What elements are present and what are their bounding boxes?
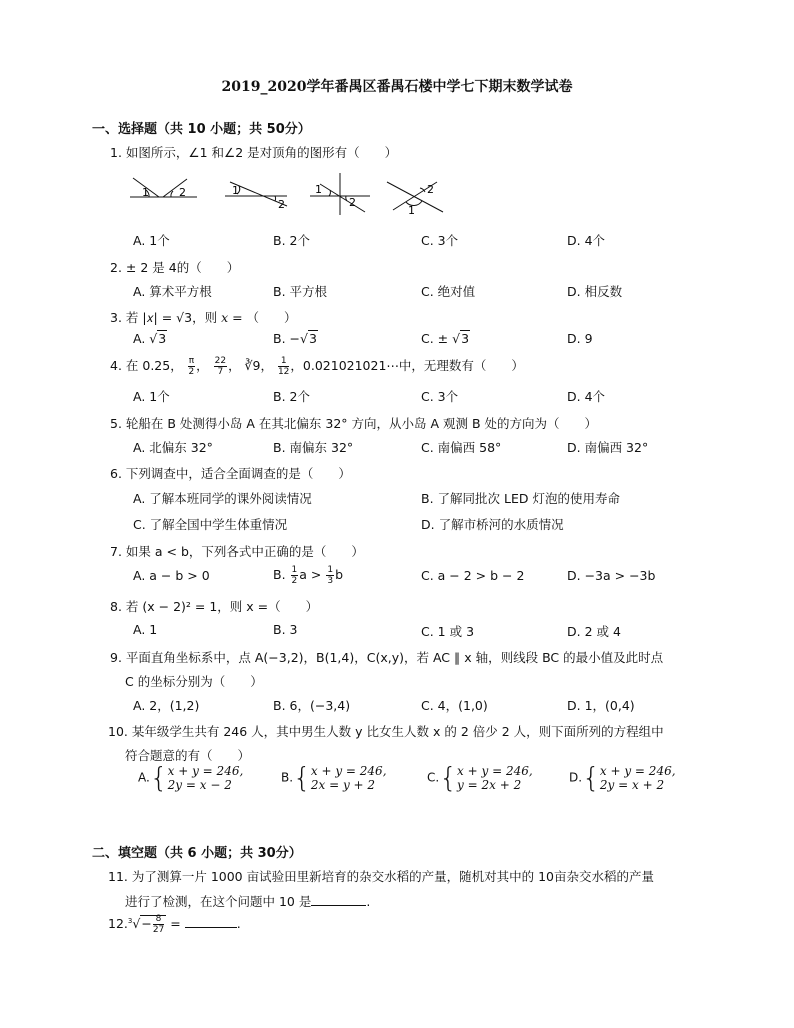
q6-option-c[interactable]: C. 了解全国中学生体重情况 bbox=[133, 517, 288, 532]
fig-label-1: 1 bbox=[142, 186, 149, 199]
svg-text:1: 1 bbox=[408, 204, 415, 217]
q10-option-b[interactable]: B.{x + y = 246, 2x = y + 2 bbox=[281, 761, 387, 794]
q10-option-d[interactable]: D.{x + y = 246, 2y = x + 2 bbox=[569, 761, 676, 794]
paper-title: 2019_2020学年番禺区番禺石楼中学七下期末数学试卷 bbox=[221, 79, 573, 95]
q4-option-b[interactable]: B. 2个 bbox=[273, 389, 310, 404]
q3-option-c[interactable]: C. ± √3 bbox=[421, 331, 470, 346]
q7-option-a[interactable]: A. a − b > 0 bbox=[133, 568, 210, 583]
q4-option-a[interactable]: A. 1个 bbox=[133, 389, 170, 404]
figure-d bbox=[387, 182, 443, 212]
q5-option-c[interactable]: C. 南偏西 58° bbox=[421, 440, 502, 455]
q9-option-b[interactable]: B. 6，(−3,4) bbox=[273, 698, 351, 713]
question-4: 4. 在 0.25， $\frac{\pi}{2}$ ， $\frac{22}{7}$ ， ∛9， $\frac{1}{12}$ ，0.021021021⋯中，无理数有（ ） bbox=[110, 356, 524, 377]
question-1-figures bbox=[125, 170, 455, 218]
question-10: 10. 某年级学生共有 246 人，其中男生人数 y 比女生人数 x 的 2 倍少 2 人，则下面所列的方程组中 bbox=[108, 724, 664, 739]
question-10-line2: 符合题意的有（ ） bbox=[125, 748, 251, 763]
q3-option-d[interactable]: D. 9 bbox=[567, 331, 593, 346]
question-1: 1. 如图所示，∠1 和∠2 是对顶角的图形有（ ） bbox=[110, 145, 398, 160]
svg-text:1: 1 bbox=[232, 184, 239, 197]
q7-option-b[interactable]: B. $\frac{1}{2}$ a > $\frac{1}{3}$ b bbox=[273, 565, 344, 586]
svg-text:1: 1 bbox=[315, 183, 322, 196]
question-8: 8. 若 (x − 2)² = 1，则 x =（ ） bbox=[110, 599, 319, 614]
q5-option-b[interactable]: B. 南偏东 32° bbox=[273, 440, 354, 455]
q3-option-b[interactable]: B. −√3 bbox=[273, 331, 317, 346]
q8-option-b[interactable]: B. 3 bbox=[273, 622, 298, 637]
q10-option-a[interactable]: A.{x + y = 246, 2y = x − 2 bbox=[138, 761, 244, 794]
q1-option-b[interactable]: B. 2个 bbox=[273, 233, 310, 248]
answer-blank[interactable] bbox=[185, 927, 237, 928]
q8-option-c[interactable]: C. 1 或 3 bbox=[421, 624, 475, 639]
q8-option-a[interactable]: A. 1 bbox=[133, 622, 158, 637]
svg-text:2: 2 bbox=[349, 196, 356, 209]
q7-option-d[interactable]: D. −3a > −3b bbox=[567, 568, 656, 583]
q1-option-c[interactable]: C. 3个 bbox=[421, 233, 459, 248]
q2-option-a[interactable]: A. 算术平方根 bbox=[133, 284, 212, 299]
q5-option-a[interactable]: A. 北偏东 32° bbox=[133, 440, 213, 455]
q6-option-d[interactable]: D. 了解市桥河的水质情况 bbox=[421, 517, 564, 532]
section-heading: 一、选择题（共 10 小题；共 50分） bbox=[92, 122, 311, 137]
question-3: 3. 若 |𝑥| = √3，则 x = （ ） bbox=[110, 310, 297, 325]
q8-option-d[interactable]: D. 2 或 4 bbox=[567, 624, 621, 639]
q2-option-d[interactable]: D. 相反数 bbox=[567, 284, 623, 299]
svg-text:2: 2 bbox=[427, 183, 434, 196]
q2-option-b[interactable]: B. 平方根 bbox=[273, 284, 328, 299]
q6-option-a[interactable]: A. 了解本班同学的课外阅读情况 bbox=[133, 491, 312, 506]
question-11-line2: 进行了检测，在这个问题中 10 是 . bbox=[125, 894, 371, 909]
q9-option-a[interactable]: A. 2，(1,2) bbox=[133, 698, 200, 713]
q2-option-c[interactable]: C. 绝对值 bbox=[421, 284, 476, 299]
question-2: 2. ± 2 是 4的（ ） bbox=[110, 260, 240, 275]
question-9: 9. 平面直角坐标系中，点 A(−3,2)，B(1,4)，C(x,y)，若 AC ∥ x 轴，则线段 BC 的最小值及此时点 bbox=[110, 650, 664, 665]
question-7: 7. 如果 a < b，下列各式中正确的是（ ） bbox=[110, 544, 364, 559]
answer-blank[interactable] bbox=[311, 905, 366, 906]
question-11: 11. 为了测算一片 1000 亩试验田里新培育的杂交水稻的产量，随机对其中的 10亩杂交水稻的产量 bbox=[108, 869, 654, 884]
q7-option-c[interactable]: C. a − 2 > b − 2 bbox=[421, 568, 525, 583]
q6-option-b[interactable]: B. 了解同批次 LED 灯泡的使用寿命 bbox=[421, 491, 620, 506]
question-5: 5. 轮船在 B 处测得小岛 A 在其北偏东 32° 方向，从小岛 A 观测 B 处的方向为（ ） bbox=[110, 416, 598, 431]
figure-a bbox=[130, 178, 197, 197]
q1-option-a[interactable]: A. 1个 bbox=[133, 233, 170, 248]
q9-option-d[interactable]: D. 1，(0,4) bbox=[567, 698, 635, 713]
question-9-line2: C 的坐标分别为（ ） bbox=[125, 674, 263, 689]
question-12: 12.$^3$√− $\frac{8}{27}$ = . bbox=[108, 914, 241, 935]
q5-option-d[interactable]: D. 南偏西 32° bbox=[567, 440, 649, 455]
fig-label-2: 2 bbox=[179, 186, 186, 199]
q1-option-d[interactable]: D. 4个 bbox=[567, 233, 606, 248]
section-heading-2: 二、填空题（共 6 小题；共 30分） bbox=[92, 846, 302, 861]
q10-option-c[interactable]: C.{x + y = 246, y = 2x + 2 bbox=[427, 761, 533, 794]
question-6: 6. 下列调查中，适合全面调查的是（ ） bbox=[110, 466, 351, 481]
q4-option-d[interactable]: D. 4个 bbox=[567, 389, 606, 404]
svg-text:2: 2 bbox=[278, 198, 285, 211]
q4-option-c[interactable]: C. 3个 bbox=[421, 389, 459, 404]
q3-option-a[interactable]: A. √3 bbox=[133, 331, 167, 346]
q9-option-c[interactable]: C. 4，(1,0) bbox=[421, 698, 488, 713]
